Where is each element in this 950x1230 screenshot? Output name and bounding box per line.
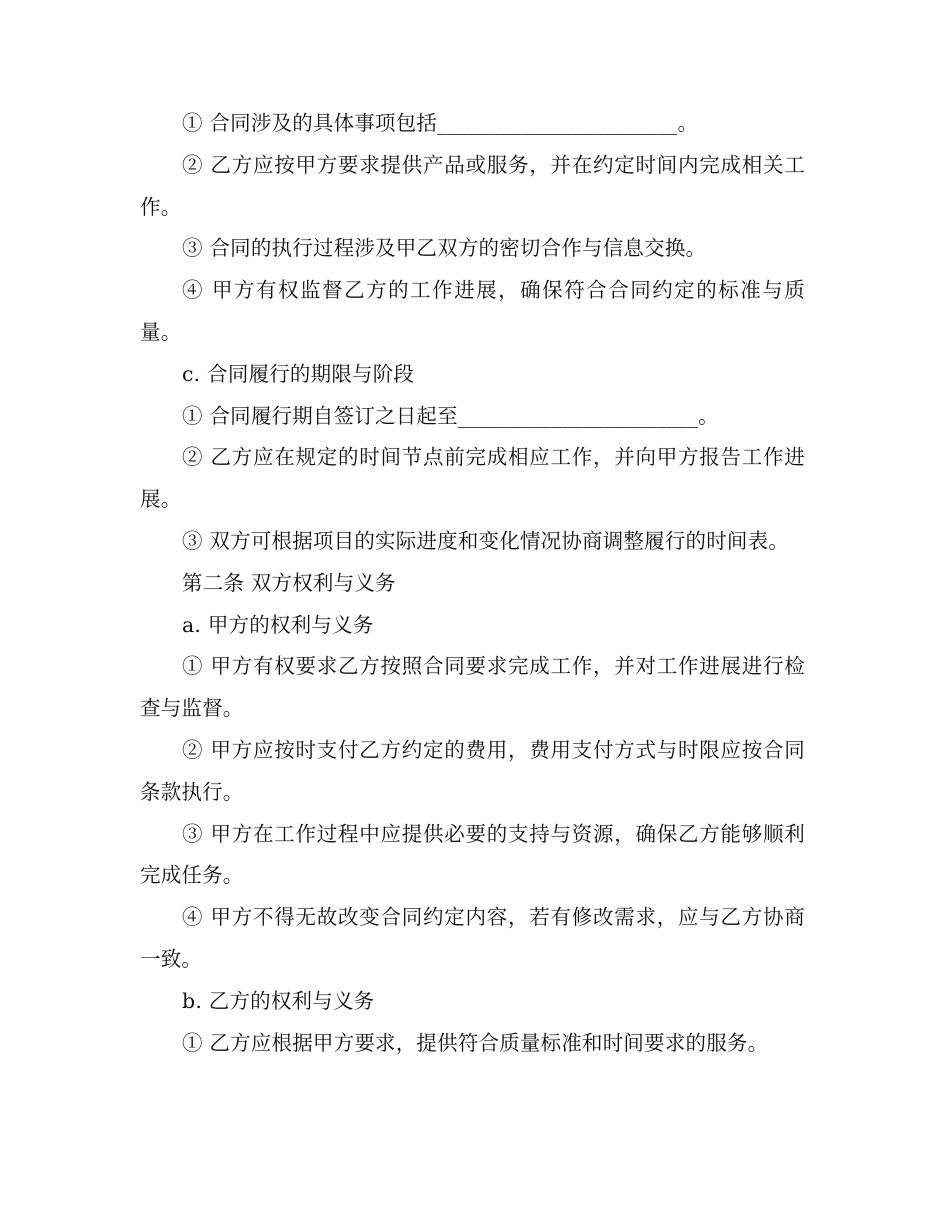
clause-item-supervision: ④ 甲方有权监督乙方的工作进展，确保符合合同约定的标准与质量。 bbox=[140, 278, 805, 344]
section-heading-party-a: a. 甲方的权利与义务 bbox=[182, 612, 374, 637]
clause-item-a-changes: ④ 甲方不得无故改变合同约定内容，若有修改需求，应与乙方协商一致。 bbox=[140, 905, 805, 971]
article-heading-rights: 第二条 双方权利与义务 bbox=[182, 570, 396, 595]
section-heading-party-b: b. 乙方的权利与义务 bbox=[182, 988, 375, 1013]
clause-item-milestones: ② 乙方应在规定的时间节点前完成相应工作，并向甲方报告工作进展。 bbox=[140, 445, 805, 512]
clause-item-b-service: ① 乙方应根据甲方要求，提供符合质量标准和时间要求的服务。 bbox=[182, 1030, 769, 1055]
clause-item-service: ② 乙方应按甲方要求提供产品或服务，并在约定时间内完成相关工作。 bbox=[140, 152, 805, 219]
clause-item-a-payment: ② 甲方应按时支付乙方约定的费用，费用支付方式与时限应按合同条款执行。 bbox=[140, 737, 805, 804]
clause-item-schedule-adjust: ③ 双方可根据项目的实际进度和变化情况协商调整履行的时间表。 bbox=[182, 528, 790, 553]
section-heading-term: c. 合同履行的期限与阶段 bbox=[182, 361, 415, 386]
clause-item-scope: ① 合同涉及的具体事项包括_______________________。 bbox=[182, 111, 699, 135]
document-page bbox=[140, 103, 805, 1064]
clause-item-a-inspect: ① 甲方有权要求乙方按照合同要求完成工作，并对工作进展进行检查与监督。 bbox=[140, 654, 805, 721]
clause-item-a-support: ③ 甲方在工作过程中应提供必要的支持与资源，确保乙方能够顺利完成任务。 bbox=[140, 821, 805, 888]
clause-item-cooperation: ③ 合同的执行过程涉及甲乙双方的密切合作与信息交换。 bbox=[182, 236, 707, 261]
clause-item-term-period: ① 合同履行期自签订之日起至_______________________。 bbox=[182, 403, 719, 428]
